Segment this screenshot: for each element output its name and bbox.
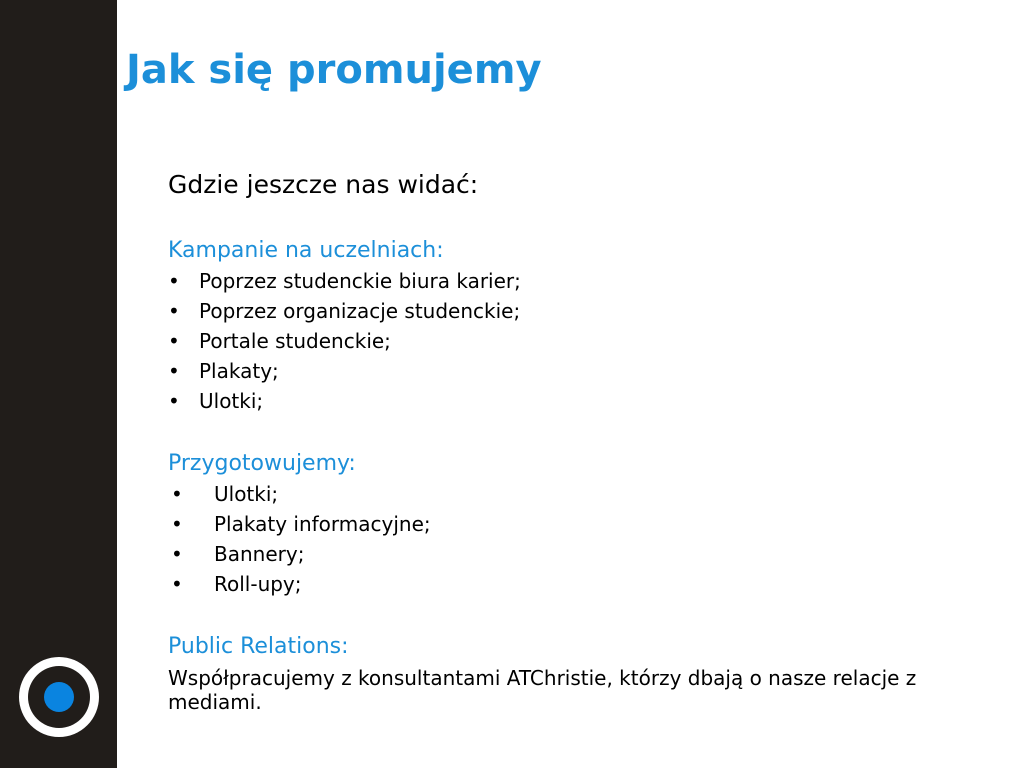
section-public-relations — [168, 632, 968, 714]
spacer — [168, 416, 968, 449]
slide-content — [168, 169, 968, 714]
bullet-icon: • — [171, 542, 183, 566]
list-item-text: Plakaty informacyjne; — [214, 512, 431, 536]
list-item — [168, 296, 968, 326]
logo-dot — [44, 682, 74, 712]
intro-text: Gdzie jeszcze nas widać: — [168, 170, 479, 199]
materials-list — [168, 479, 968, 599]
list-item — [168, 509, 968, 539]
list-item — [168, 569, 968, 599]
bullet-icon: • — [168, 389, 180, 413]
bullet-icon: • — [168, 359, 180, 383]
list-item-text: Portale studenckie; — [199, 329, 391, 353]
list-item-text: Bannery; — [214, 542, 305, 566]
bullet-icon: • — [171, 512, 183, 536]
list-item-text: Plakaty; — [199, 359, 279, 383]
list-item-text: Poprzez studenckie biura karier; — [199, 269, 521, 293]
list-item — [168, 386, 968, 416]
list-item — [168, 356, 968, 386]
bullet-icon: • — [168, 329, 180, 353]
bullet-icon: • — [168, 299, 180, 323]
list-item — [168, 266, 968, 296]
list-item-text: Ulotki; — [199, 389, 264, 413]
logo-inner-ring — [28, 666, 90, 728]
logo-circle-icon — [19, 657, 99, 737]
section-materials — [168, 449, 968, 599]
spacer — [168, 599, 968, 632]
section-heading-materials: Przygotowujemy: — [168, 451, 356, 476]
section-heading-public-relations: Public Relations: — [168, 634, 349, 659]
list-item-text: Roll-upy; — [214, 572, 302, 596]
slide-title: Jak się promujemy — [126, 47, 542, 93]
list-item — [168, 326, 968, 356]
list-item-text: Ulotki; — [214, 482, 279, 506]
public-relations-text: Współpracujemy z konsultantami ATChristie, którzy dbają o nasze relacje z mediami. — [168, 666, 917, 714]
list-item — [168, 479, 968, 509]
left-sidebar-bar — [0, 0, 117, 768]
section-heading-campaigns: Kampanie na uczelniach: — [168, 238, 444, 263]
list-item — [168, 539, 968, 569]
campaigns-list — [168, 266, 968, 416]
list-item-text: Poprzez organizacje studenckie; — [199, 299, 521, 323]
bullet-icon: • — [171, 482, 183, 506]
bullet-icon: • — [168, 269, 180, 293]
section-campaigns — [168, 236, 968, 416]
bullet-icon: • — [171, 572, 183, 596]
